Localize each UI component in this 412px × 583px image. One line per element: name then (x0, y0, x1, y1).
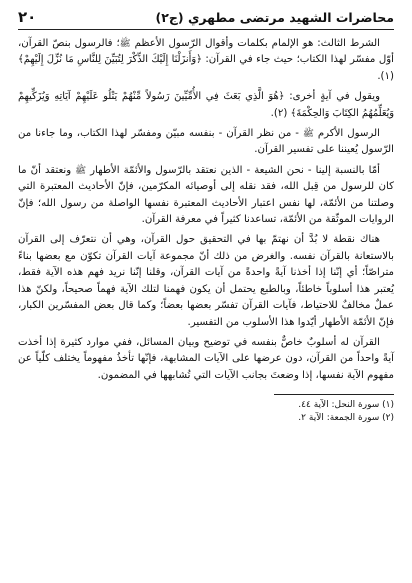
salutation-symbol: ﷺ (119, 39, 131, 49)
footnote-separator (274, 394, 394, 395)
footnote: (١) سورة النحل: الآية ٤٤. (298, 400, 394, 411)
paragraph: هناك نقطة لا بُدَّ أن نهتمّ بها في التحقيق حول القرآن، وهي أن نتعرّف إلى القرآن بالاستعانة بالقرآن نفسه. والغرض من ذلك أنّ مجموعة آيات القرآن تكوّن مع بعضها بناءً متراصّاً؛ أي إنّنا إذا أخذنا آيةً واحدةً من آيات القرآن، وقلنا إنّنا نريد فهم هذه الآية فقط، يُعتبر هذا أسلوباً خاطئاً، وبالطبع يحتمل أن يكون فهمنا لتلك الآية فهماً صحيحاً، ولكنّ هذا عملٌ مخالفٌ للاحتياط، فآيات القرآن تفسّر بعضها بعضاً؛ وكما قال بعض المفسّرين الكبار، فإنّ الأئمّة الأطهار أيّدوا هذا الأسلوب من التفسير. (18, 234, 394, 328)
footnote: (٢) سورة الجمعة: الآية ٢. (298, 413, 394, 424)
quran-verse: ﴿هُوَ الَّذِي بَعَثَ فِي الأُمِّيِّينَ رَسُولاً مِّنْهُمْ يَتْلُو عَلَيْهِمْ آيَاتِهِ وَيُزَكِّيهِمْ وَيُعَلِّمُهُمُ الكِتَابَ وَالحِكْمَةَ﴾ (18, 91, 394, 119)
page-number: ٢٠ (18, 8, 37, 26)
paragraph: القرآن له أسلوبٌ خاصٌّ بنفسه في توضيح وبيان المسائل، ففي موارد كثيرة إذا أخذت آيةً واحداً من القرآن، دون عرضها على الآيات المشابهة، فإنّها تأخذُ مفهوماً يختلف كلّياً عن مفهوم الآية نفسها، إذا وضعتَ بجانب الآيات التي تُشابهها في المضمون. (18, 336, 394, 381)
footnotes (18, 399, 394, 425)
paragraph: أمّا بالنسبة إلينا - نحن الشيعة - الذين نعتقد بالرّسول والأئمّة الأطهار ﷺ ونعتقد أنّ ما كان للرسول من قِبل الله، فقد نقله إلى أوصيائه المكرّمين، فإنّ الأحاديث المعتبرة التي وصلتنا من الأئمّة، لها نفس اعتبار الأحاديث المعتبرة نفسها الواصلة من رسول الله؛ فإنّ الروايات الموثّقة من الأئمّة، تساعدنا كثيراً في معرفة القرآن. (18, 164, 394, 226)
page-header (18, 8, 394, 30)
running-title: محاضرات الشهيد مرتضى مطهري (ج٢) (155, 9, 394, 25)
footnote-ref: (٢). (270, 107, 291, 119)
paragraph: ويقول في آيةٍ أخرى: ﴿هُوَ الَّذِي بَعَثَ فِي الأُمِّيِّينَ رَسُولاً مِّنْهُمْ يَتْلُو عَلَيْهِمْ آيَاتِهِ وَيُزَكِّيهِمْ وَيُعَلِّمُهُمُ الكِتَابَ وَالحِكْمَةَ﴾ (٢). (18, 91, 394, 119)
quran-verse: ﴿وَأَنزَلْنَا إِلَيْكَ الذِّكْرَ لِتُبَيِّنَ لِلنَّاسِ مَا نُزِّلَ إِلَيْهِمْ﴾ (18, 54, 202, 66)
footnote-ref: (١). (377, 70, 394, 82)
salutation-symbol: ﷺ (75, 165, 87, 176)
body-text (18, 36, 394, 384)
paragraph: الشرط الثالث: هو الإلمام بكلمات وأقوال الرّسول الأعظم ﷺ؛ فالرسول بنصّ القرآن، أوّل مفسّر لهذا الكتاب؛ حيث جاء في القرآن: ﴿وَأَنزَلْنَا إِلَيْكَ الذِّكْرَ لِتُبَيِّنَ لِلنَّاسِ مَا نُزِّلَ إِلَيْهِمْ﴾ (١). (18, 38, 394, 82)
paragraph: الرسول الأكرم ﷺ - من نظر القرآن - بنفسه مبيّن ومفسّر لهذا الكتاب، وما جاءنا من الرّسول يُعيننا على تفسير القرآن. (18, 128, 394, 156)
salutation-symbol: ﷺ (302, 129, 314, 140)
